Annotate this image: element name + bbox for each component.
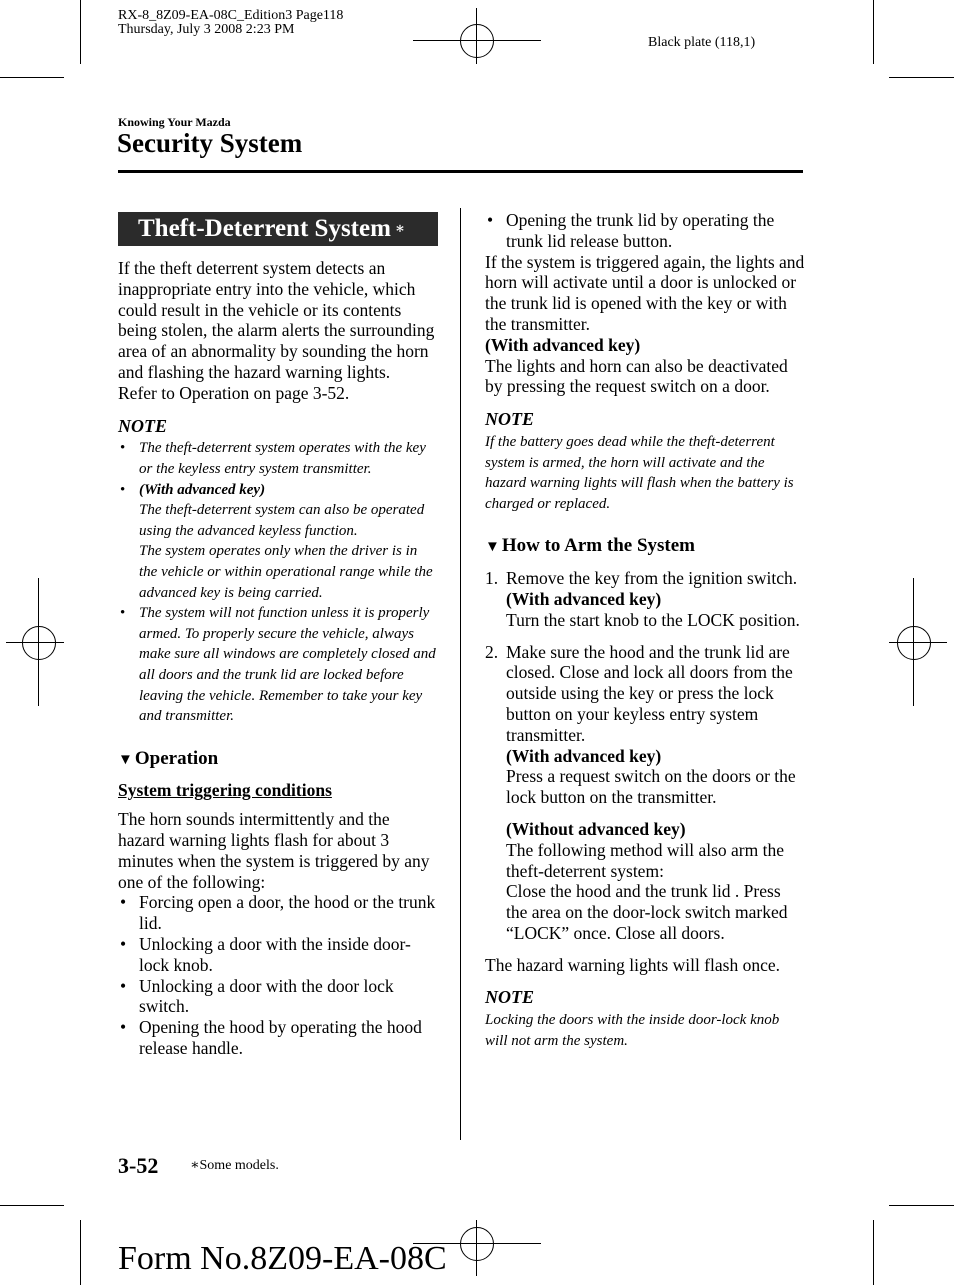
note-list (118, 438, 438, 726)
triangle-down-icon: ▼ (118, 751, 133, 768)
triggering-paragraph: The horn sounds intermittently and the hazard warning lights flash for about 3 minutes when the system is triggered by any one of the following: (118, 809, 430, 892)
triangle-down-icon: ▼ (485, 539, 500, 556)
note-text: Locking the doors with the inside door-lock knob will not arm the system. (485, 1012, 780, 1049)
right-column (485, 210, 805, 1051)
plate-label: Black plate (118,1) (648, 35, 756, 50)
refer-link-text: Refer to Operation on page 3-52. (118, 382, 350, 403)
column-divider (460, 208, 461, 1140)
heading-rule (118, 170, 803, 173)
form-number: Form No.8Z09-EA-08C (118, 1240, 447, 1277)
left-column (118, 212, 438, 1059)
trigger-list (118, 892, 438, 1058)
triggering-heading: System triggering conditions (118, 780, 332, 801)
list-item: • Unlocking a door with the door lock switch. (120, 975, 394, 1017)
bullet-icon: • (120, 975, 127, 996)
list-item: • Unlocking a door with the inside door-lock knob. (120, 934, 411, 975)
bullet-icon: • (120, 934, 127, 955)
note-title: NOTE (485, 987, 534, 1008)
arm-heading: ▼ How to Arm the System (485, 535, 695, 557)
advanced-key-subhead: (With advanced key) (485, 334, 641, 355)
bullet-icon: • (120, 605, 126, 622)
hazard-flash-text: The hazard warning lights will flash once. (485, 954, 780, 975)
print-header-line2: Thursday, July 3 2008 2:23 PM (118, 22, 295, 37)
step-number: 1. (485, 568, 499, 589)
step-2: 2. Make sure the hood and the trunk lid are closed. Close and lock all doors from the outside using the key or press the lock button on your keyless entry system transmitter. (With advanced key) Press a request switch on the doors or the lock button on the transmitter. (Without advanced key) The following method will also arm the theft-deterrent system: Close the hood and the trunk lid . Press the area on the door-lock switch marked “LOCK” once. Close all doors. (485, 642, 805, 944)
page-title: Security System (117, 128, 303, 158)
bullet-icon: • (487, 210, 494, 230)
advanced-key-subhead: (With advanced key) (506, 745, 662, 766)
step-1: 1. Remove the key from the ignition switch. (With advanced key) Turn the start knob to the LOCK position. (485, 568, 805, 630)
note-subhead: (With advanced key) (139, 481, 266, 498)
banner-title: Theft-Deterrent System (138, 215, 391, 242)
advanced-key-paragraph: The lights and horn can also be deactivated by pressing the request switch on a door. (485, 355, 788, 397)
note-item: • The theft-deterrent system operates with the key or the keyless entry system transmitter. (120, 440, 426, 477)
intro-paragraph: If the theft deterrent system detects an inappropriate entry into the vehicle, which could result in the vehicle or its contents being stolen, the alarm alerts the surrounding area of an abnormality by sounding the horn and flashing the hazard warning lights. (118, 258, 435, 382)
bullet-icon: • (120, 892, 127, 913)
without-advanced-key-subhead: (Without advanced key) (506, 818, 686, 839)
some-models-star-icon: ∗ (394, 221, 406, 237)
print-header-line1: RX-8_8Z09-EA-08C_Edition3 Page118 (118, 8, 344, 23)
operation-heading: ▼ Operation (118, 747, 219, 769)
bullet-icon: • (120, 440, 126, 457)
note-item: • (With advanced key) The theft-deterrent system can also be operated using the advanced keyless function. The system operates only when the driver is in the vehicle or within operational range while the advanced key is being carried. (120, 481, 433, 601)
list-item: • Opening the hood by operating the hood release handle. (120, 1017, 422, 1059)
note-text: If the battery goes dead while the theft-deterrent system is armed, the horn will activate and the hazard warning lights will flash when the battery is charged or replaced. (485, 433, 794, 512)
footnote: ∗Some models. (190, 1158, 279, 1173)
note-item: • The system will not function unless it is properly armed. To properly secure the vehicle, always make sure all windows are completely closed and all doors and the trunk lid are locked before leaving the vehicle. Remember to take your key and transmitter. (120, 605, 436, 725)
bullet-icon: • (120, 481, 126, 498)
step-number: 2. (485, 641, 499, 662)
section-banner (118, 212, 438, 246)
note-title: NOTE (485, 409, 534, 430)
retrigger-paragraph: If the system is triggered again, the lights and horn will activate until a door is unlocked or the trunk lid is opened with the key or with the transmitter. (485, 251, 805, 334)
trigger-list-continued (485, 210, 805, 252)
list-item: • Forcing open a door, the hood or the trunk lid. (120, 892, 436, 934)
section-label: Knowing Your Mazda (118, 115, 231, 129)
advanced-key-subhead: (With advanced key) (506, 588, 662, 609)
page-number: 3-52 (118, 1153, 159, 1178)
note-title: NOTE (118, 415, 167, 436)
list-item: • Opening the trunk lid by operating the trunk lid release button. (487, 210, 775, 251)
some-models-star-icon: ∗ (190, 1158, 200, 1173)
bullet-icon: • (120, 1017, 127, 1038)
